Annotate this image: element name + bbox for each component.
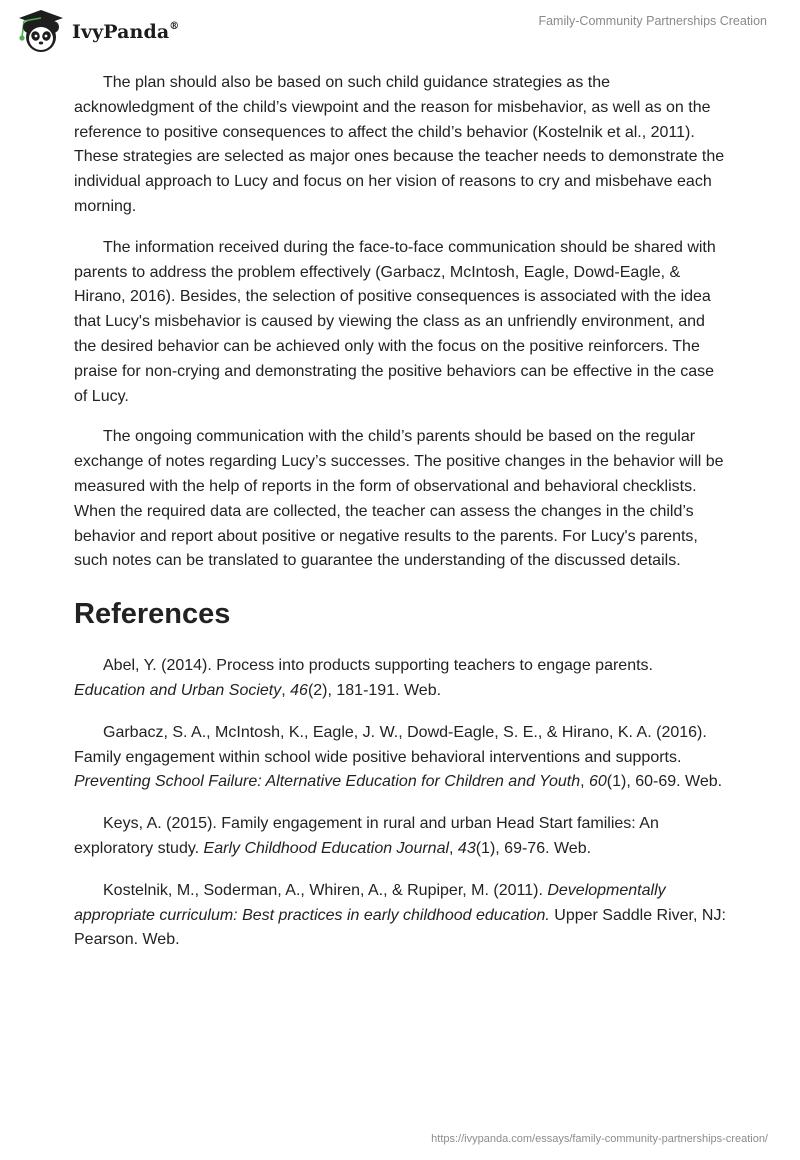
journal-title: Education and Urban Society bbox=[74, 681, 282, 699]
book-title: Developmentally appropriate curriculum: Best practices in early childhood education. bbox=[74, 881, 666, 924]
brand-name: IvyPanda® bbox=[72, 20, 180, 43]
volume-number: 46 bbox=[290, 681, 308, 699]
source-url-link[interactable]: https://ivypanda.com/essays/family-community-partnerships-creation/ bbox=[431, 1133, 768, 1145]
volume-number: 43 bbox=[457, 839, 476, 857]
journal-title: Preventing School Failure: Alternative Education for Children and Youth bbox=[74, 773, 581, 791]
reference-item: Kostelnik, M., Soderman, A., Whiren, A., & Rupiper, M. (2011). Developmentally appropriate curriculum: Best practices in early childhood education. Upper Saddle River, NJ: Pearson. Web. bbox=[74, 881, 726, 949]
registered-mark: ® bbox=[169, 20, 180, 32]
journal-title: Early Childhood Education Journal bbox=[203, 839, 450, 857]
references-heading: References bbox=[74, 598, 231, 631]
panda-graduate-icon bbox=[16, 7, 66, 55]
reference-item: Abel, Y. (2014). Process into products supporting teachers to engage parents. Education and Urban Society, 46(2), 181-191. Web. bbox=[74, 657, 653, 699]
body-paragraph: The ongoing communication with the child’s parents should be based on the regular exchange of notes regarding Lucy’s successes. The positive changes in the behavior will be measured with the help of reports in the form of observational and behavioral checklists. When the required data are collected, the teacher can assess the changes in the child’s behavior and report about positive or negative results to the parents. For Lucy's parents, such notes can be translated to guarantee the understanding of the discussed details. bbox=[74, 428, 724, 570]
document-title: Family-Community Partnerships Creation bbox=[538, 14, 767, 28]
essay-content bbox=[74, 71, 726, 970]
page-header bbox=[0, 0, 800, 60]
body-paragraph: The plan should also be based on such child guidance strategies as the acknowledgment of the child’s viewpoint and the reason for misbehavior, as well as on the reference to positive consequences to affect the child’s behavior (Kostelnik et al., 2011). These strategies are selected as major ones because the teacher needs to demonstrate the individual approach to Lucy and focus on her vision of reasons to cry and misbehave each morning. bbox=[74, 74, 725, 215]
ivypanda-logo[interactable] bbox=[16, 7, 179, 55]
body-paragraph: The information received during the face-to-face communication should be shared with parents to address the problem effectively (Garbacz, McIntosh, Eagle, Dowd-Eagle, & Hirano, 2016). Besides, the selection of positive consequences is associated with the idea that Lucy's misbehavior is caused by viewing the class as an unfriendly environment, and the desired behavior can be achieved only with the focus on the positive reinforcers. The praise for non-crying and demonstrating the positive behaviors can be effective in the case of Lucy. bbox=[74, 238, 716, 405]
reference-item: Garbacz, S. A., McIntosh, K., Eagle, J. W., Dowd-Eagle, S. E., & Hirano, K. A. (2016). Family engagement within school wide positive behavioral interventions and supports. Preventing School Failure: Alternative Education for Children and Youth, 60(1), 60-69. Web. bbox=[74, 723, 723, 791]
reference-item: Keys, A. (2015). Family engagement in rural and urban Head Start families: An exploratory study. Early Childhood Education Journal, 43(1), 69-76. Web. bbox=[74, 815, 659, 857]
volume-number: 60 bbox=[588, 773, 607, 791]
